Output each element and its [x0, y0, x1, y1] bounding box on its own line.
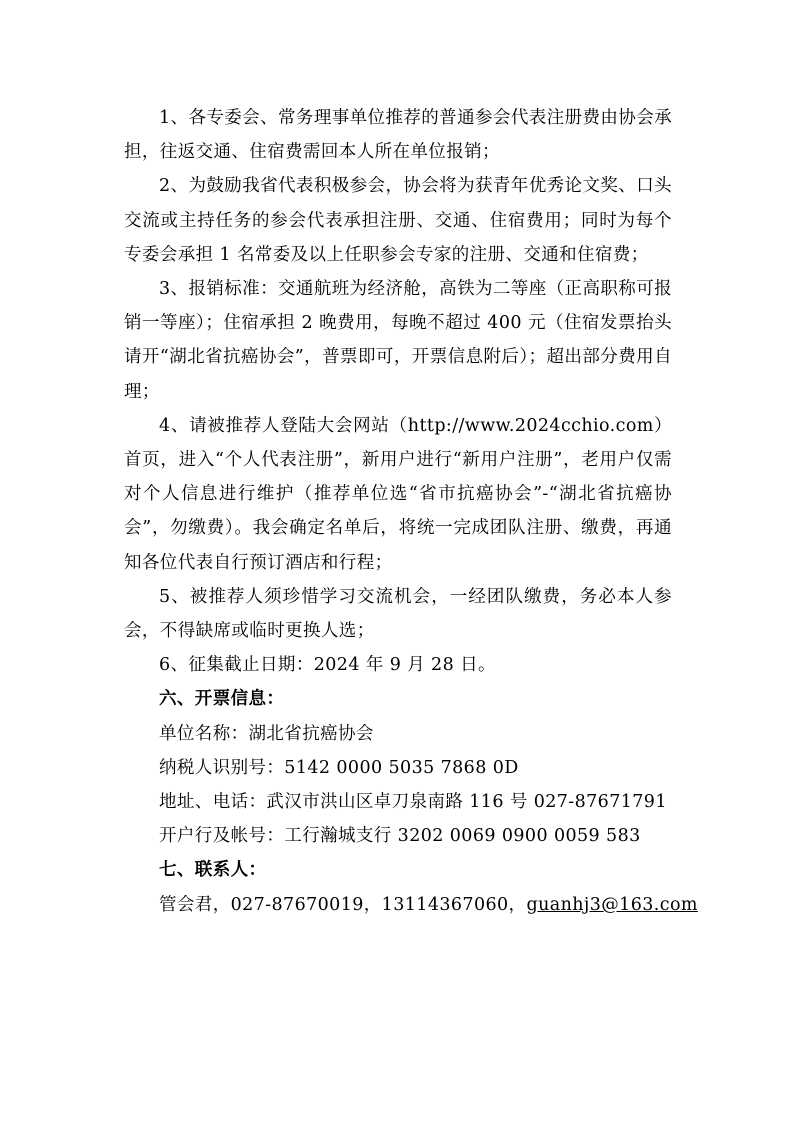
- contact-line: [124, 888, 698, 922]
- invoice-tax-id: 纳税人识别号：5142 0000 5035 7868 0D: [159, 757, 519, 778]
- item-3: 3、报销标准：交通航班为经济舱，高铁为二等座（正高职称可报销一等座）；住宿承担 2 晚费用，每晚不超过 400 元（住宿发票抬头请开“湖北省抗癌协会”，普票即可，开票信息附后）；超出部分费用自理；: [124, 279, 672, 402]
- invoice-address-phone: 地址、电话：武汉市洪山区卓刀泉南路 116 号 027-87671791: [159, 792, 667, 813]
- contact-heading: 七、联系人：: [159, 860, 267, 881]
- document-body: [124, 101, 698, 922]
- item-6: 6、征集截止日期：2024 年 9 月 28 日。: [159, 655, 496, 676]
- contact-info: 管会君，027-87670019，13114367060，: [159, 894, 527, 915]
- item-5: 5、被推荐人须珍惜学习交流机会，一经团队缴费，务必本人参会，不得缺席或临时更换人选；: [124, 586, 672, 642]
- contact-email-link[interactable]: guanhj3@163.com: [526, 894, 698, 915]
- item-2: 2、为鼓励我省代表积极参会，协会将为获青年优秀论文奖、口头交流或主持任务的参会代表承担注册、交通、住宿费用；同时为每个专委会承担 1 名常委及以上任职参会专家的注册、交通和住宿费；: [124, 176, 672, 265]
- invoice-bank-account: 开户行及帐号：工行瀚城支行 3202 0069 0900 0059 583: [159, 826, 641, 847]
- item-1: 1、各专委会、常务理事单位推荐的普通参会代表注册费由协会承担，往返交通、住宿费需回本人所在单位报销；: [124, 108, 672, 163]
- invoice-heading: 六、开票信息：: [159, 689, 285, 710]
- invoice-unit-name: 单位名称：湖北省抗癌协会: [159, 723, 374, 744]
- item-4: 4、请被推荐人登陆大会网站（http://www.2024cchio.com）首页，进入“个人代表注册”，新用户进行“新用户注册”，老用户仅需对个人信息进行维护（推荐单位选“省市抗癌协会”-“湖北省抗癌协会”，勿缴费）。我会确定名单后，将统一完成团队注册、缴费，再通知各位代表自行预订酒店和行程；: [124, 415, 672, 573]
